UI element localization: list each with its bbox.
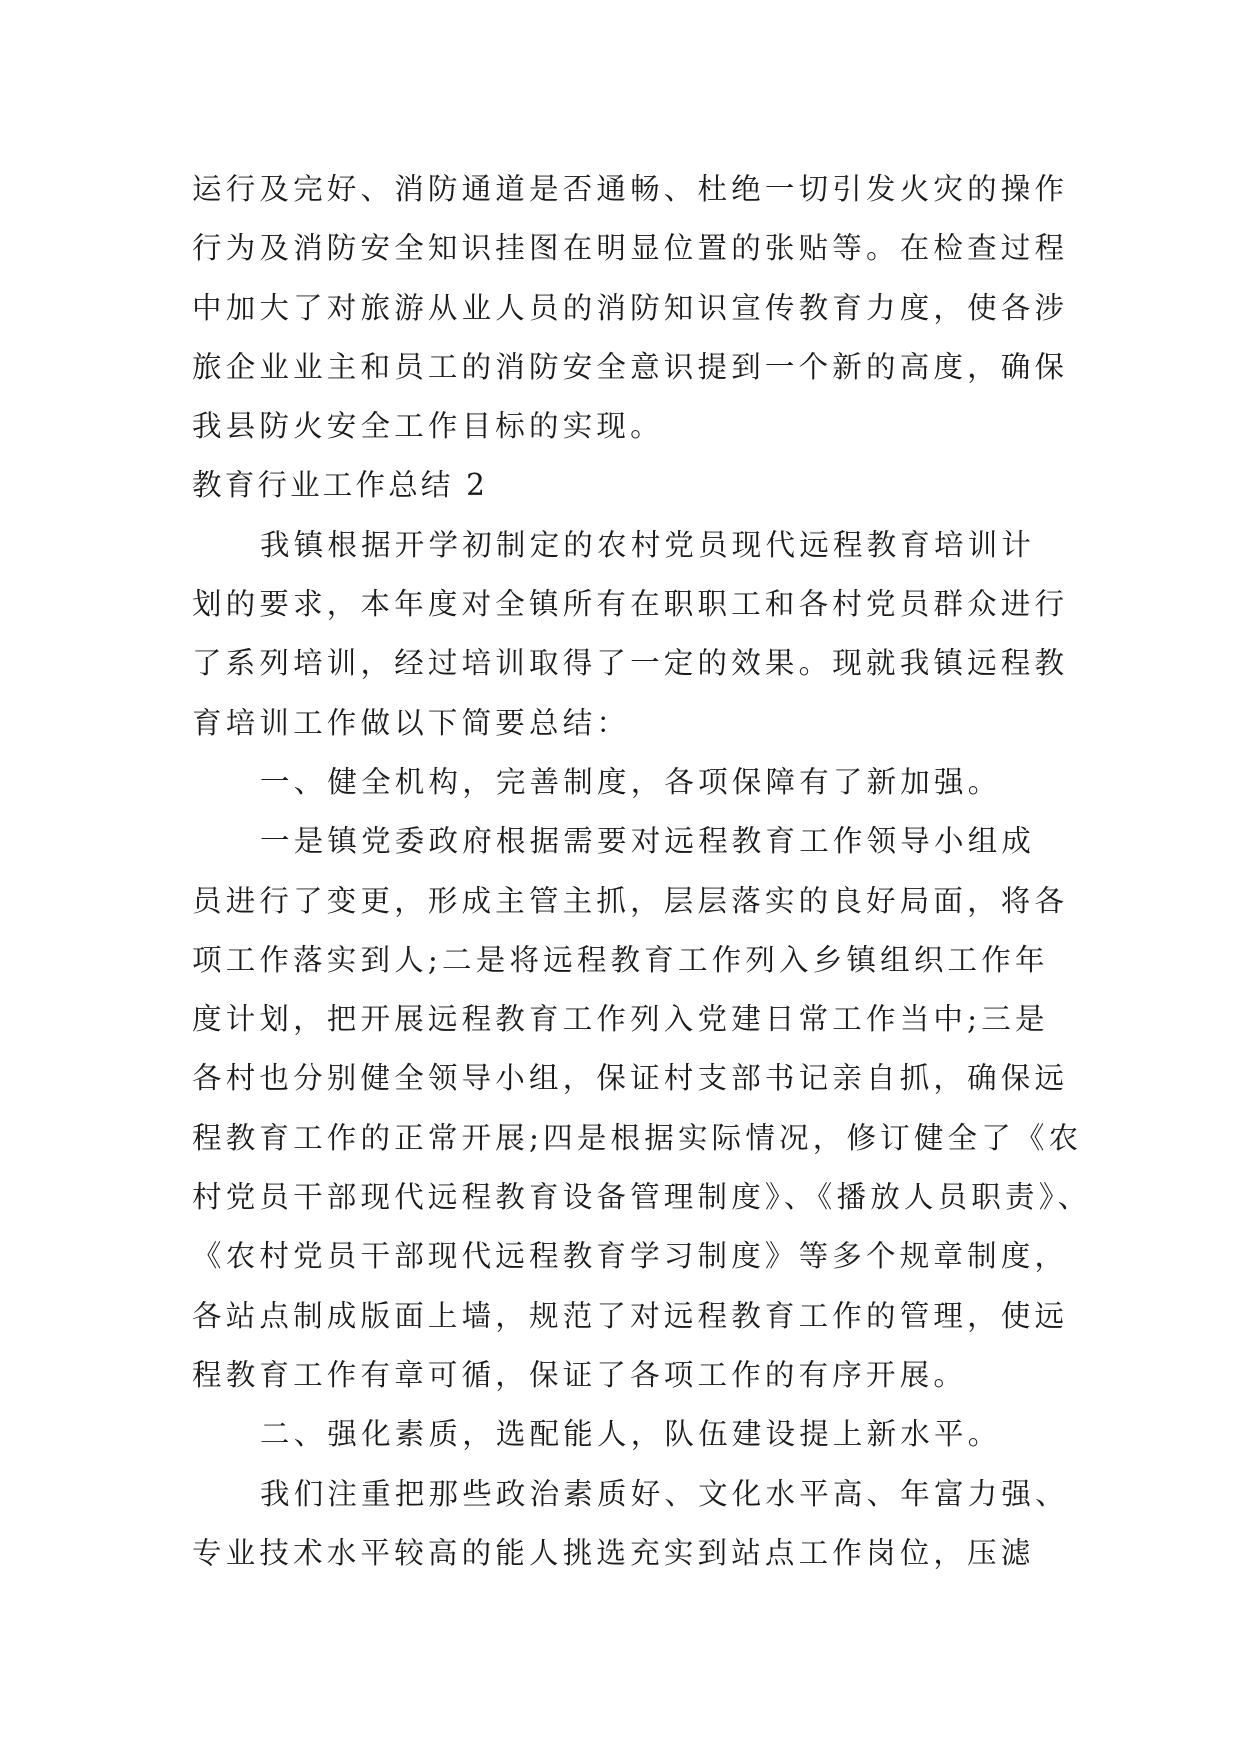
paragraph-line: 运行及完好、消防通道是否通畅、杜绝一切引发火灾的操作 [192,172,1069,206]
paragraph-line: 了系列培训，经过培训取得了一定的效果。现就我镇远程教 [192,646,1069,681]
subheading-line: 一、健全机构，完善制度，各项保障有了新加强。 [260,764,1002,799]
paragraph-line: 村党员干部现代远程教育设备管理制度》、《播放人员职责》、 [192,1180,1092,1215]
document-body [192,160,1092,1583]
paragraph-line: 我们注重把那些政治素质好、文化水平高、年富力强、 [260,1476,1069,1511]
paragraph-line: 旅企业业主和员工的消防安全意识提到一个新的高度，确保 [192,349,1069,384]
paragraph-line: 《农村党员干部现代远程教育学习制度》等多个规章制度， [192,1239,1069,1274]
subheading-line: 二、强化素质，选配能人，队伍建设提上新水平。 [260,1417,1002,1452]
paragraph-line: 专业技术水平较高的能人挑选充实到站点工作岗位，压滤 [192,1535,1035,1570]
paragraph-line: 行为及消防安全知识挂图在明显位置的张贴等。在检查过程 [192,231,1069,266]
paragraph-line: 中加大了对旅游从业人员的消防知识宣传教育力度，使各涉 [192,290,1069,325]
paragraph-line: 项工作落实到人;二是将远程教育工作列入乡镇组织工作年 [192,942,1049,977]
paragraph-line: 度计划，把开展远程教育工作列入党建日常工作当中;三是 [192,1002,1049,1037]
section-heading: 教育行业工作总结 2 [192,468,489,503]
paragraph-line: 育培训工作做以下简要总结： [192,705,631,740]
paragraph-line: 划的要求，本年度对全镇所有在职职工和各村党员群众进行 [192,587,1069,622]
paragraph-line: 员进行了变更，形成主管主抓，层层落实的良好局面，将各 [192,883,1069,918]
paragraph-line: 我镇根据开学初制定的农村党员现代远程教育培训计 [260,527,1036,562]
paragraph-line: 我县防火安全工作目标的实现。 [192,409,664,444]
paragraph-line: 一是镇党委政府根据需要对远程教育工作领导小组成 [260,824,1036,859]
paragraph-line: 各站点制成版面上墙，规范了对远程教育工作的管理，使远 [192,1298,1069,1333]
paragraph-line: 程教育工作的正常开展;四是根据实际情况，修订健全了《农 [192,1120,1083,1155]
paragraph-line: 各村也分别健全领导小组，保证村支部书记亲自抓，确保远 [192,1061,1069,1096]
paragraph-line: 程教育工作有章可循，保证了各项工作的有序开展。 [192,1357,968,1392]
